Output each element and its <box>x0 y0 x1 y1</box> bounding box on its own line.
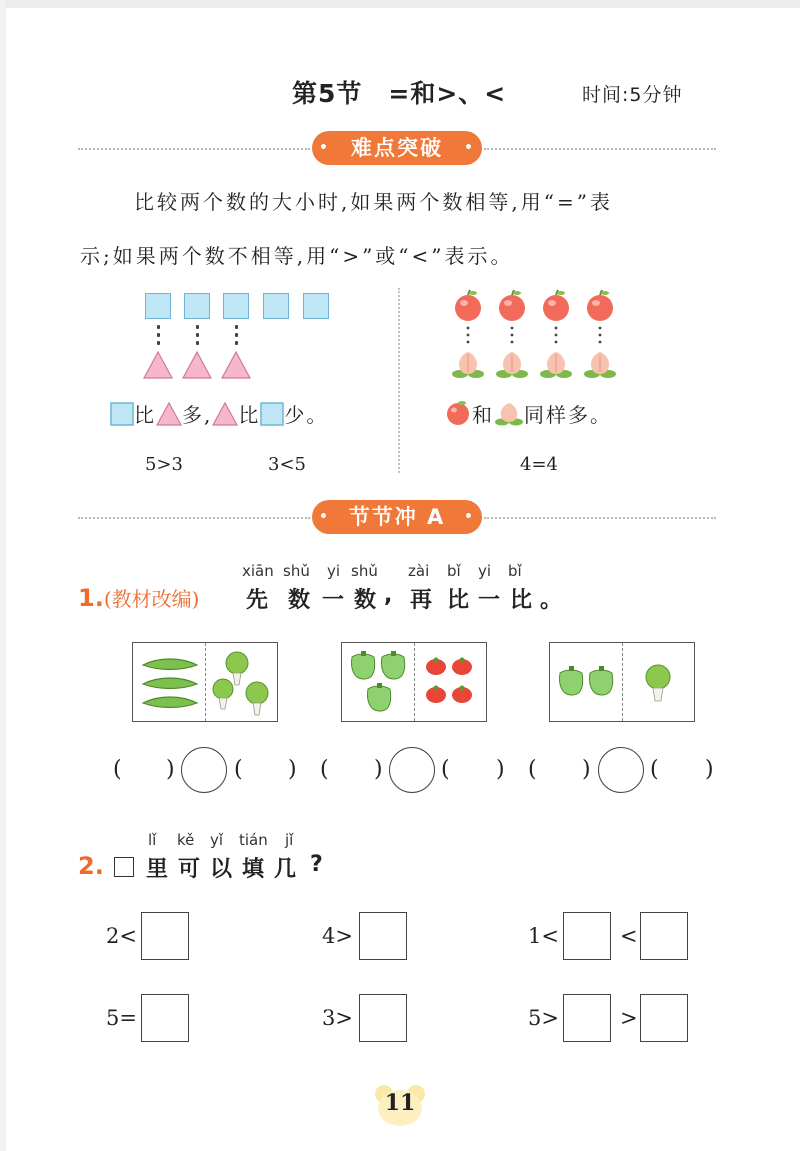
pinyin-xian: xiān <box>242 562 274 580</box>
dotted-link <box>196 323 199 349</box>
pinyin-bi: bǐ <box>447 562 461 580</box>
section-label-practice: • 节节冲 A • <box>312 500 482 534</box>
dotted-link <box>157 323 160 349</box>
answer-circle[interactable] <box>598 747 644 793</box>
square-icon <box>223 293 249 319</box>
q1-char: 先 <box>246 588 275 613</box>
question-number: 2. <box>78 852 104 880</box>
pinyin-yi: yǐ <box>210 831 224 849</box>
pinyin-zai: zài <box>408 562 430 580</box>
apple-icon <box>444 400 472 431</box>
question-2-text: 里可以填几 <box>146 857 307 882</box>
open-paren: ( <box>650 757 659 782</box>
equation-3-lt-5: 3<5 <box>268 454 306 475</box>
square-icon <box>184 293 210 319</box>
prompt-1-lt: 1< <box>528 924 559 948</box>
right-example-sentence <box>444 399 612 431</box>
left-example-sentence <box>110 399 328 431</box>
word-bi: 比 <box>238 403 261 427</box>
word-shao: 少。 <box>284 403 329 427</box>
square-icon <box>145 293 171 319</box>
answer-box[interactable] <box>359 912 407 960</box>
square-icon <box>260 402 284 431</box>
pinyin-shu: shǔ <box>351 562 378 580</box>
question-1-line <box>78 583 199 612</box>
close-paren: ) <box>288 757 297 782</box>
answer-box[interactable] <box>640 912 688 960</box>
word-he: 和 <box>472 403 494 427</box>
peach-icon <box>494 400 524 431</box>
prompt-2-lt: 2< <box>106 924 137 948</box>
pinyin-ji: jǐ <box>285 831 294 849</box>
section-label-difficulty: • 难点突破 • <box>312 131 482 165</box>
intro-paragraph-line1: 比较两个数的大小时,如果两个数相等,用“=”表 <box>134 190 613 214</box>
square-icon <box>110 402 134 431</box>
triangle-icon <box>222 352 250 378</box>
pinyin-ke: kě <box>177 831 195 849</box>
dotted-divider <box>78 517 310 519</box>
q1-char: 数 <box>354 588 383 613</box>
triangle-icon <box>183 352 211 378</box>
comparison-card-3 <box>549 642 695 722</box>
triangle-icon <box>212 402 238 431</box>
pinyin-yi: yi <box>478 562 492 580</box>
apple-icon <box>587 290 613 321</box>
answer-box[interactable] <box>141 994 189 1042</box>
word-tongyangduo: 同样多。 <box>524 403 612 427</box>
comparison-card-2 <box>341 642 487 722</box>
open-paren: ( <box>320 757 329 782</box>
q1-char: 。 <box>540 588 569 613</box>
apple-icon <box>455 290 481 321</box>
prompt-5-eq: 5= <box>106 1006 137 1030</box>
close-paren: ) <box>374 757 383 782</box>
question-number: 1. <box>78 584 104 612</box>
lesson-title: 第5节 =和>、< <box>292 79 507 108</box>
equation-4-eq-4: 4=4 <box>520 454 558 475</box>
dotted-divider <box>484 148 716 150</box>
prompt-4-gt: 4> <box>322 924 353 948</box>
close-paren: ) <box>582 757 591 782</box>
source-note: (教材改编) <box>103 587 200 611</box>
word-bi: 比 <box>134 403 156 427</box>
q1-char: 一 <box>478 588 507 613</box>
apple-icon <box>499 290 525 321</box>
prompt-gt: > <box>620 1006 638 1030</box>
answer-box[interactable] <box>563 912 611 960</box>
answer-circle[interactable] <box>389 747 435 793</box>
time-limit: 时间:5分钟 <box>582 84 683 106</box>
triangle-icon <box>156 402 182 431</box>
close-paren: ) <box>496 757 505 782</box>
pinyin-yi: yi <box>327 562 341 580</box>
pea-pod-icon <box>139 653 201 715</box>
close-paren: ) <box>705 757 714 782</box>
prompt-3-gt: 3> <box>322 1006 353 1030</box>
square-icon <box>263 293 289 319</box>
page-number: 11 <box>384 1090 416 1116</box>
q1-char: , <box>384 583 399 608</box>
answer-box[interactable] <box>359 994 407 1042</box>
dotted-link <box>235 323 238 349</box>
dotted-divider <box>484 517 716 519</box>
peach-icon <box>452 352 484 378</box>
word-duo: 多, <box>182 403 213 427</box>
open-paren: ( <box>441 757 450 782</box>
equation-5-gt-3: 5>3 <box>145 454 183 475</box>
open-paren: ( <box>528 757 537 782</box>
apple-peach-rows <box>450 288 630 383</box>
triangle-icon <box>144 352 172 378</box>
answer-box[interactable] <box>563 994 611 1042</box>
intro-paragraph-line2: 示;如果两个数不相等,用“>”或“<”表示。 <box>80 244 514 268</box>
pinyin-tian: tián <box>239 831 268 849</box>
cabbage-icon <box>640 661 680 709</box>
prompt-5-gt: 5> <box>528 1006 559 1030</box>
peach-icon <box>540 352 572 378</box>
comparison-card-1 <box>132 642 278 722</box>
pinyin-li: lǐ <box>148 831 157 849</box>
empty-box-icon <box>114 857 134 877</box>
close-paren: ) <box>166 757 175 782</box>
q1-char: 一 <box>322 588 351 613</box>
q1-char: 数 <box>288 588 317 613</box>
peach-icon <box>584 352 616 378</box>
tomato-icon <box>422 655 482 713</box>
pepper-icon <box>554 663 620 703</box>
cabbage-icon <box>209 649 275 719</box>
open-paren: ( <box>234 757 243 782</box>
dotted-divider <box>78 148 310 150</box>
pinyin-shu: shǔ <box>283 562 310 580</box>
answer-box[interactable] <box>141 912 189 960</box>
page-number-badge <box>374 1080 426 1128</box>
q1-char: 比 <box>510 588 539 613</box>
pepper-icon <box>346 649 412 719</box>
scan-top-edge <box>0 0 800 8</box>
open-paren: ( <box>113 757 122 782</box>
apple-icon <box>543 290 569 321</box>
question-mark: ? <box>310 852 329 877</box>
scan-left-edge <box>0 0 6 1151</box>
triangle-row <box>142 350 272 380</box>
peach-icon <box>496 352 528 378</box>
q1-char: 再 <box>410 588 439 613</box>
q1-char: 比 <box>447 588 476 613</box>
answer-box[interactable] <box>640 994 688 1042</box>
pinyin-bi: bǐ <box>508 562 522 580</box>
answer-circle[interactable] <box>181 747 227 793</box>
prompt-lt: < <box>620 924 638 948</box>
example-divider <box>398 288 400 473</box>
square-icon <box>303 293 329 319</box>
